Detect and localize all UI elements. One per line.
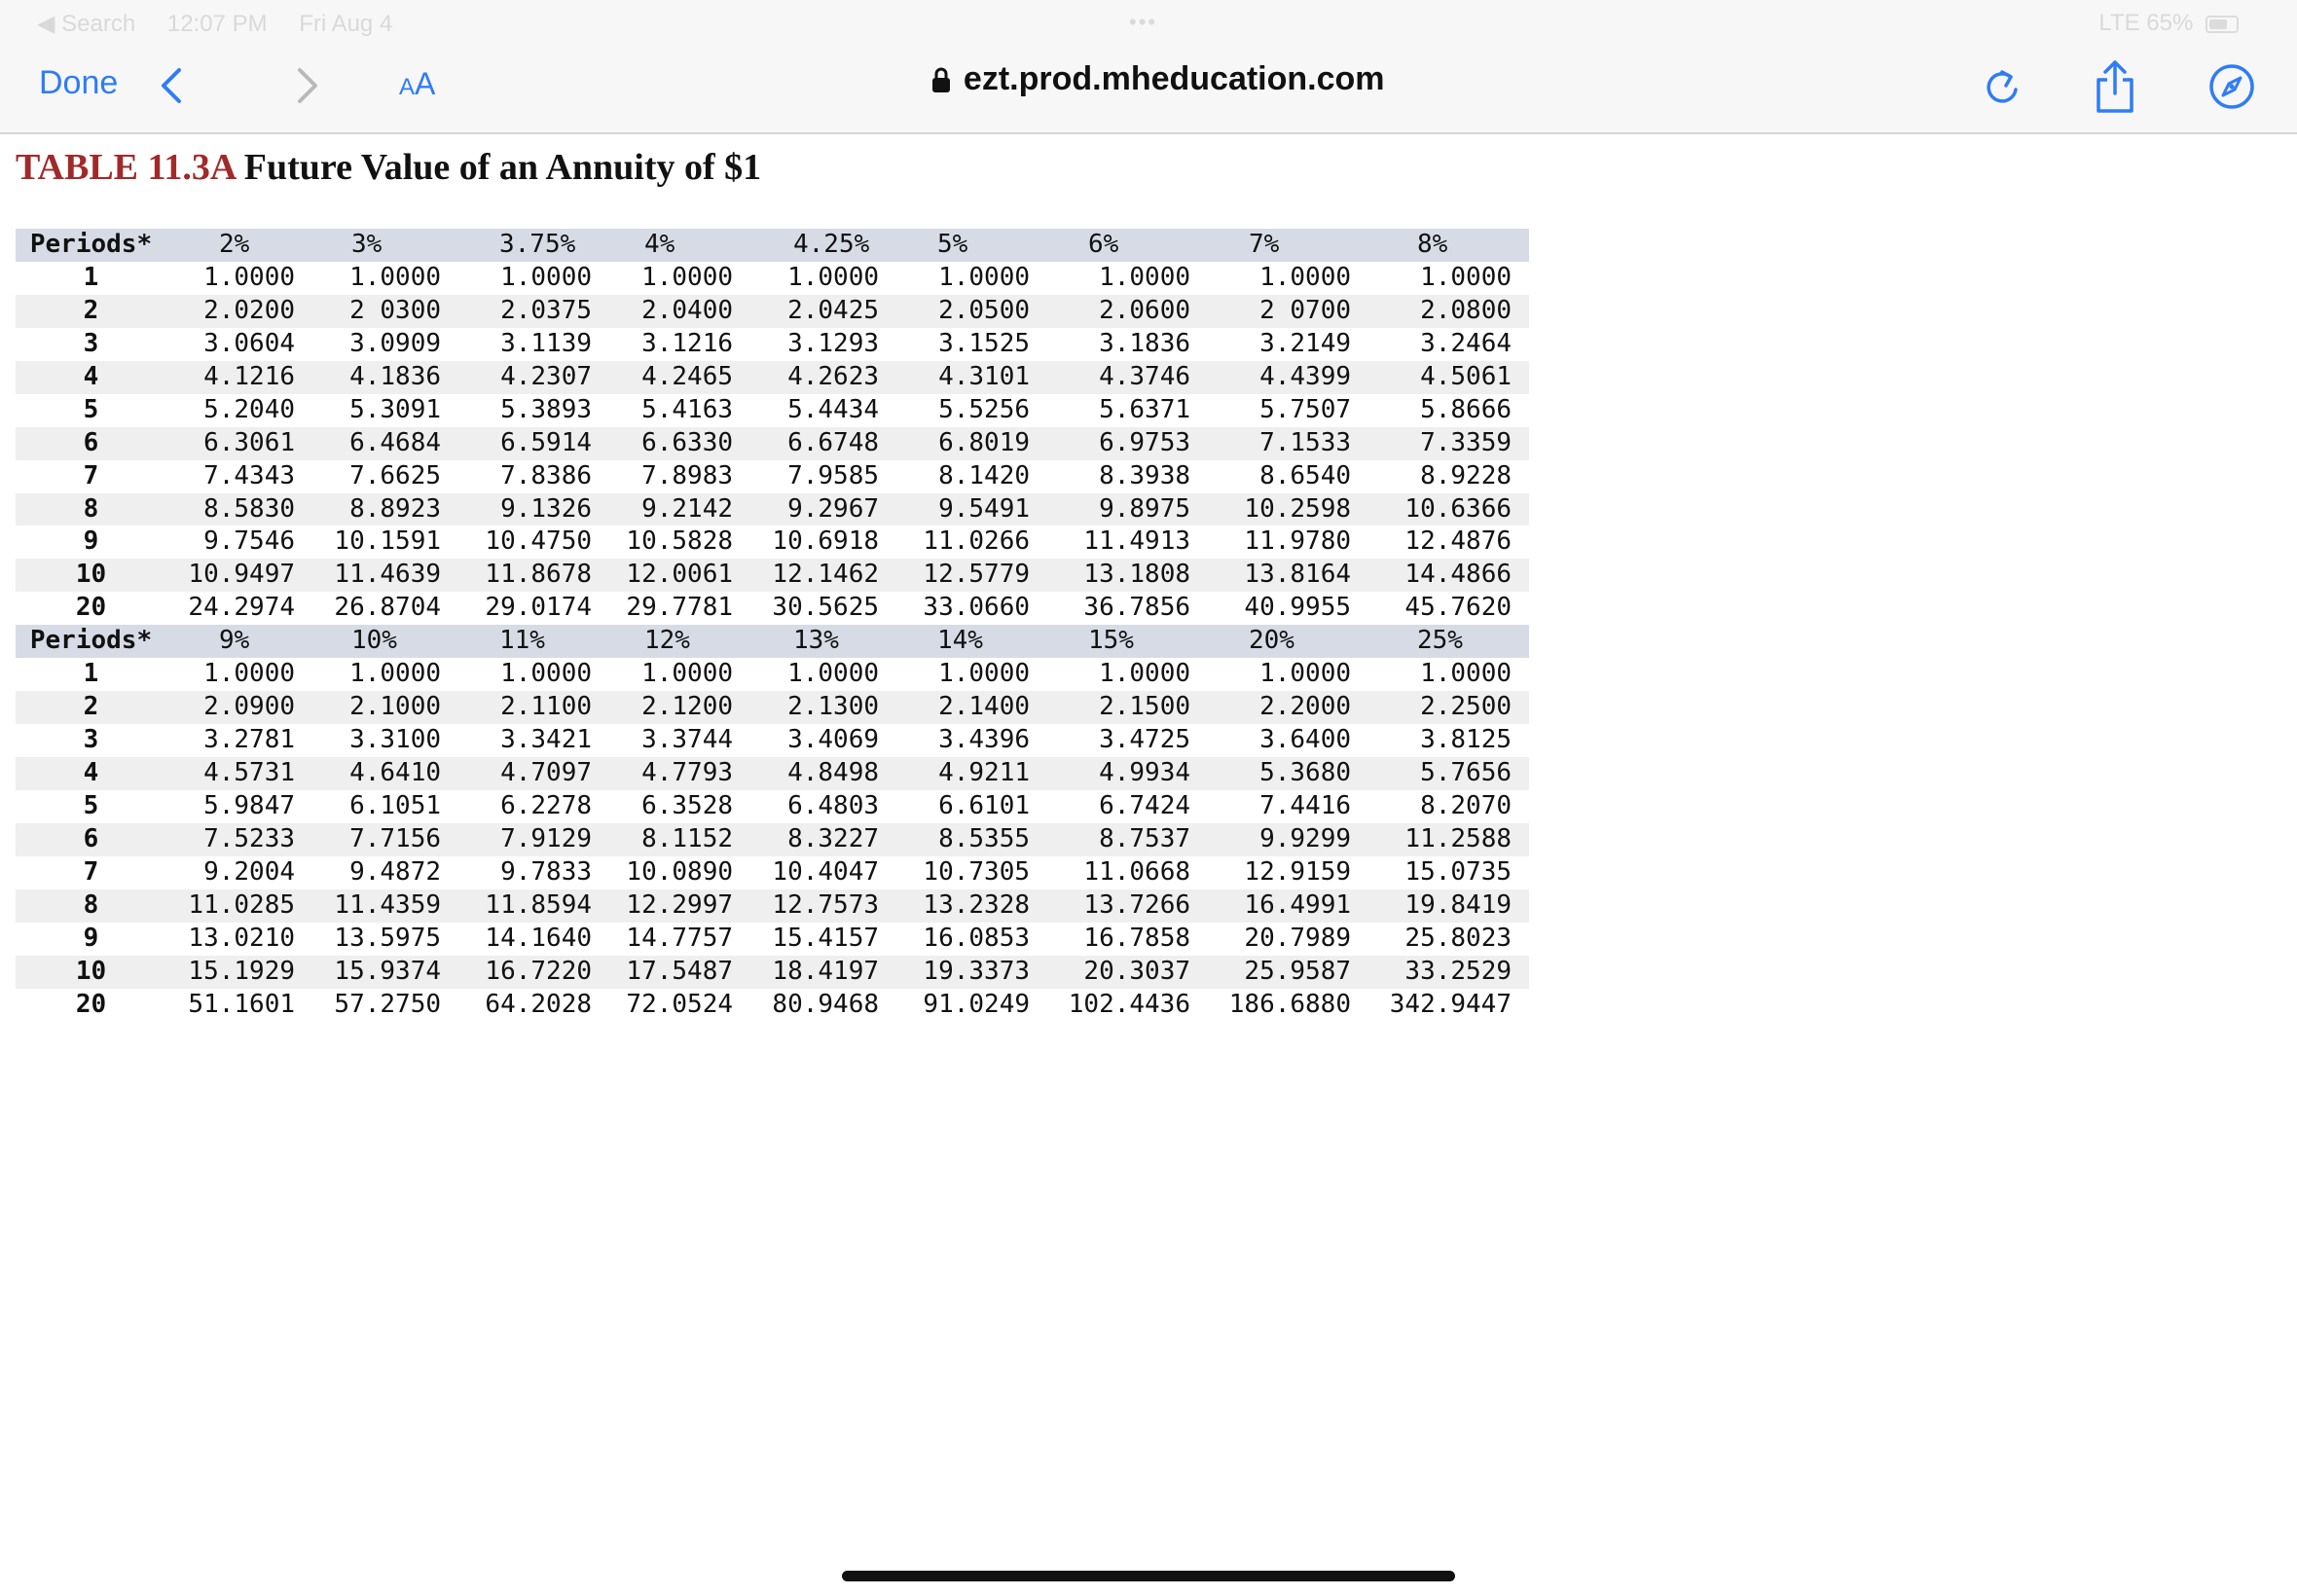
value-cell: 6.4684: [312, 427, 458, 460]
value-cell: 4.3101: [896, 361, 1047, 394]
reload-button[interactable]: [1982, 64, 2023, 109]
value-cell: 4.3746: [1047, 361, 1208, 394]
value-cell: 4.7793: [609, 757, 750, 790]
table-row: [16, 526, 1529, 559]
rate-header: 14%: [896, 625, 1047, 658]
value-cell: 2.1500: [1047, 691, 1208, 724]
value-cell: 14.1640: [485, 923, 592, 953]
value-cell: 1.0000: [938, 262, 1030, 292]
value-cell: 9.1326: [458, 493, 609, 526]
rate-header: 13%: [750, 625, 896, 658]
value-cell: 2.2500: [1368, 691, 1529, 724]
rate-header: 11%: [458, 625, 609, 658]
value-cell: 1.0000: [1420, 659, 1512, 689]
periods-header: Periods*: [16, 625, 166, 658]
value-cell: 1.0000: [641, 659, 733, 689]
value-cell: 6.2278: [500, 790, 592, 820]
value-cell: 3.2781: [203, 725, 295, 755]
value-cell: 11.0668: [1083, 856, 1190, 887]
value-cell: 17.5487: [609, 956, 750, 989]
table-row: [16, 559, 1529, 592]
value-cell: 12.5779: [896, 559, 1047, 592]
value-cell: 3.8125: [1420, 725, 1512, 755]
status-bar: [0, 0, 2297, 51]
value-cell: 3.1525: [938, 328, 1030, 358]
value-cell: 19.3373: [896, 956, 1047, 989]
value-cell: 1.0000: [349, 659, 441, 689]
value-cell: 5.7507: [1259, 394, 1351, 424]
value-cell: 9.8975: [1047, 493, 1208, 526]
value-cell: 8.1152: [609, 823, 750, 856]
value-cell: 5.2040: [203, 394, 295, 424]
value-cell: 5.3893: [500, 394, 592, 424]
value-cell: 45.7620: [1404, 593, 1512, 623]
value-cell: 33.0660: [923, 593, 1030, 623]
multitasking-dots[interactable]: •••: [1129, 10, 1158, 34]
compass-button[interactable]: [2207, 62, 2256, 111]
value-cell: 7.7156: [312, 823, 458, 856]
value-cell: 30.5625: [772, 593, 879, 623]
value-cell: 5.4163: [641, 394, 733, 424]
value-cell: 186.6880: [1228, 989, 1351, 1019]
value-cell: 11.4639: [312, 559, 458, 592]
value-cell: 1.0000: [349, 262, 441, 292]
value-cell: 6.1051: [349, 790, 441, 820]
value-cell: 3.0909: [349, 328, 441, 358]
period-cell: 1: [83, 659, 99, 689]
value-cell: 10.4047: [772, 856, 879, 887]
value-cell: 13.0210: [188, 923, 295, 953]
value-cell: 4.2623: [750, 361, 896, 394]
value-cell: 1.0000: [938, 659, 1030, 689]
period-cell: 7: [83, 856, 99, 887]
lock-icon: [931, 66, 951, 93]
value-cell: 7.4416: [1259, 790, 1351, 820]
table-row: [16, 658, 1529, 691]
value-cell: 4.9211: [896, 757, 1047, 790]
table-row: [16, 361, 1529, 394]
value-cell: 2.1200: [609, 691, 750, 724]
value-cell: 8.1420: [938, 460, 1030, 490]
reader-text-size-button[interactable]: [399, 66, 435, 102]
value-cell: 7.8386: [500, 460, 592, 490]
value-cell: 15.0735: [1404, 856, 1512, 887]
value-cell: 13.8164: [1208, 559, 1368, 592]
value-cell: 8.5830: [166, 493, 312, 526]
value-cell: 36.7856: [1083, 593, 1190, 623]
value-cell: 7.3359: [1368, 427, 1529, 460]
value-cell: 6.6101: [938, 790, 1030, 820]
value-cell: 4.6410: [312, 757, 458, 790]
value-cell: 16.7858: [1083, 923, 1190, 953]
value-cell: 2.0400: [609, 295, 750, 328]
value-cell: 7.9585: [787, 460, 879, 490]
signal-battery-text: LTE 65%: [2098, 10, 2194, 36]
value-cell: 7.6625: [349, 460, 441, 490]
period-cell: 4: [16, 757, 166, 790]
value-cell: 11.0266: [923, 526, 1030, 557]
value-cell: 9.7833: [500, 856, 592, 887]
annuity-table: [16, 229, 1529, 1022]
period-cell: 3: [83, 725, 99, 755]
back-button[interactable]: [156, 62, 187, 109]
rate-header: 3.75%: [458, 229, 609, 262]
value-cell: 16.0853: [923, 923, 1030, 953]
period-cell: 10: [16, 559, 166, 592]
value-cell: 4.2465: [609, 361, 750, 394]
value-cell: 3.3100: [349, 725, 441, 755]
value-cell: 4.8498: [750, 757, 896, 790]
value-cell: 4.1216: [166, 361, 312, 394]
table-row: [16, 691, 1529, 724]
table-title: [16, 146, 761, 189]
value-cell: 6.6330: [609, 427, 750, 460]
value-cell: 342.9447: [1389, 989, 1512, 1019]
value-cell: 2.1300: [750, 691, 896, 724]
table-row: [16, 328, 1529, 361]
value-cell: 2.2000: [1208, 691, 1368, 724]
value-cell: 2.0800: [1368, 295, 1529, 328]
value-cell: 2.0375: [458, 295, 609, 328]
value-cell: 2 0700: [1208, 295, 1368, 328]
value-cell: 1.0000: [203, 659, 295, 689]
rate-header: 12%: [609, 625, 750, 658]
value-cell: 3.4396: [938, 725, 1030, 755]
value-cell: 15.1929: [166, 956, 312, 989]
value-cell: 1.0000: [1099, 659, 1190, 689]
value-cell: 14.4866: [1368, 559, 1529, 592]
table-number: TABLE 11.3A: [16, 147, 236, 188]
value-cell: 3.3421: [500, 725, 592, 755]
value-cell: 2.0425: [750, 295, 896, 328]
value-cell: 4.1836: [312, 361, 458, 394]
rate-header: 7%: [1208, 229, 1368, 262]
rate-header: 15%: [1047, 625, 1208, 658]
value-cell: 40.9955: [1244, 593, 1351, 623]
status-date: Fri Aug 4: [299, 11, 393, 37]
value-cell: 64.2028: [485, 989, 592, 1019]
value-cell: 12.7573: [750, 889, 896, 923]
value-cell: 4.5061: [1368, 361, 1529, 394]
status-left: [37, 10, 418, 38]
period-cell: 6: [16, 823, 166, 856]
aa-small-glyph: A: [399, 74, 416, 100]
value-cell: 11.9780: [1244, 526, 1351, 557]
value-cell: 7.4343: [203, 460, 295, 490]
value-cell: 33.2529: [1368, 956, 1529, 989]
value-cell: 9.7546: [203, 526, 295, 557]
period-cell: 2: [16, 295, 166, 328]
value-cell: 6.9753: [1047, 427, 1208, 460]
value-cell: 6.5914: [458, 427, 609, 460]
value-cell: 10.5828: [626, 526, 733, 557]
value-cell: 6.6748: [750, 427, 896, 460]
period-cell: 7: [83, 460, 99, 490]
rate-header: 4.25%: [750, 229, 896, 262]
value-cell: 13.7266: [1047, 889, 1208, 923]
value-cell: 10.4750: [485, 526, 592, 557]
value-cell: 16.4991: [1208, 889, 1368, 923]
status-time: 12:07 PM: [166, 11, 268, 37]
value-cell: 10.2598: [1208, 493, 1368, 526]
value-cell: 7.5233: [166, 823, 312, 856]
value-cell: 24.2974: [188, 593, 295, 623]
value-cell: 1.0000: [1259, 262, 1351, 292]
battery-icon: [2206, 16, 2239, 33]
chevron-left-icon: [156, 62, 187, 109]
rate-header: 20%: [1208, 625, 1368, 658]
value-cell: 15.4157: [772, 923, 879, 953]
value-cell: 25.8023: [1404, 923, 1512, 953]
value-cell: 8.6540: [1259, 460, 1351, 490]
value-cell: 20.7989: [1244, 923, 1351, 953]
period-cell: 9: [83, 526, 99, 557]
value-cell: 2.1100: [458, 691, 609, 724]
value-cell: 12.0061: [609, 559, 750, 592]
value-cell: 3.1216: [641, 328, 733, 358]
value-cell: 20.3037: [1047, 956, 1208, 989]
value-cell: 3.4069: [787, 725, 879, 755]
value-cell: 13.2328: [896, 889, 1047, 923]
browser-toolbar: [0, 51, 2297, 134]
period-cell: 10: [16, 956, 166, 989]
table-row: [16, 823, 1529, 856]
value-cell: 19.8419: [1368, 889, 1529, 923]
value-cell: 2.1400: [896, 691, 1047, 724]
rate-header: 3%: [312, 229, 458, 262]
value-cell: 11.4913: [1083, 526, 1190, 557]
value-cell: 8.3227: [750, 823, 896, 856]
value-cell: 2.0900: [166, 691, 312, 724]
share-icon: [2093, 58, 2137, 115]
period-cell: 3: [83, 328, 99, 358]
table-header-row: [16, 625, 1529, 658]
share-button[interactable]: [2093, 58, 2137, 115]
value-cell: 26.8704: [334, 593, 441, 623]
period-cell: 8: [16, 493, 166, 526]
value-cell: 8.5355: [896, 823, 1047, 856]
period-cell: 2: [16, 691, 166, 724]
value-cell: 4.2307: [458, 361, 609, 394]
value-cell: 8.7537: [1047, 823, 1208, 856]
rate-header: 10%: [312, 625, 458, 658]
value-cell: 13.1808: [1047, 559, 1208, 592]
value-cell: 12.9159: [1244, 856, 1351, 887]
value-cell: 7.1533: [1208, 427, 1368, 460]
value-cell: 102.4436: [1068, 989, 1190, 1019]
value-cell: 3.1293: [787, 328, 879, 358]
value-cell: 5.4434: [787, 394, 879, 424]
value-cell: 14.7757: [626, 923, 733, 953]
value-cell: 6.8019: [896, 427, 1047, 460]
period-cell: 4: [16, 361, 166, 394]
table-row: [16, 592, 1529, 625]
value-cell: 6.4803: [787, 790, 879, 820]
value-cell: 1.0000: [1099, 262, 1190, 292]
rate-header: 9%: [166, 625, 312, 658]
value-cell: 11.2588: [1368, 823, 1529, 856]
table-row: [16, 790, 1529, 823]
value-cell: 9.2004: [203, 856, 295, 887]
value-cell: 1.0000: [1259, 659, 1351, 689]
period-cell: 8: [16, 889, 166, 923]
table-row: [16, 724, 1529, 757]
value-cell: 1.0000: [641, 262, 733, 292]
table-row: [16, 262, 1529, 295]
table-row: [16, 295, 1529, 328]
value-cell: 5.5256: [938, 394, 1030, 424]
value-cell: 8.3938: [1099, 460, 1190, 490]
value-cell: 11.8594: [458, 889, 609, 923]
rate-header: 6%: [1047, 229, 1208, 262]
value-cell: 4.9934: [1047, 757, 1208, 790]
value-cell: 8.9228: [1420, 460, 1512, 490]
value-cell: 10.6366: [1368, 493, 1529, 526]
value-cell: 11.8678: [458, 559, 609, 592]
value-cell: 12.4876: [1404, 526, 1512, 557]
rate-header: 5%: [896, 229, 1047, 262]
value-cell: 6.7424: [1099, 790, 1190, 820]
value-cell: 1.0000: [787, 659, 879, 689]
url-text: ezt.prod.mheducation.com: [963, 60, 1385, 97]
value-cell: 3.2464: [1420, 328, 1512, 358]
value-cell: 3.6400: [1259, 725, 1351, 755]
value-cell: 3.0604: [203, 328, 295, 358]
value-cell: 5.6371: [1099, 394, 1190, 424]
home-indicator: [842, 1571, 1455, 1581]
table-row: [16, 394, 1529, 427]
value-cell: 1.0000: [203, 262, 295, 292]
value-cell: 3.2149: [1259, 328, 1351, 358]
address-bar[interactable]: [915, 60, 1402, 113]
value-cell: 1.0000: [500, 659, 592, 689]
value-cell: 5.9847: [203, 790, 295, 820]
value-cell: 5.3680: [1208, 757, 1368, 790]
table-row: [16, 889, 1529, 923]
value-cell: 13.5975: [334, 923, 441, 953]
reload-icon: [1982, 64, 2023, 109]
value-cell: 3.1836: [1099, 328, 1190, 358]
value-cell: 9.5491: [896, 493, 1047, 526]
value-cell: 8.2070: [1420, 790, 1512, 820]
value-cell: 9.2142: [609, 493, 750, 526]
aa-large-glyph: A: [415, 66, 436, 101]
value-cell: 5.7656: [1368, 757, 1529, 790]
value-cell: 11.0285: [166, 889, 312, 923]
value-cell: 3.3744: [641, 725, 733, 755]
value-cell: 1.0000: [500, 262, 592, 292]
value-cell: 4.5731: [166, 757, 312, 790]
table-row: [16, 989, 1529, 1022]
value-cell: 10.1591: [334, 526, 441, 557]
value-cell: 2.0500: [896, 295, 1047, 328]
value-cell: 1.0000: [787, 262, 879, 292]
value-cell: 51.1601: [188, 989, 295, 1019]
period-cell: 5: [83, 394, 99, 424]
compass-icon: [2207, 62, 2256, 111]
value-cell: 2.0600: [1047, 295, 1208, 328]
value-cell: 29.0174: [485, 593, 592, 623]
value-cell: 5.8666: [1420, 394, 1512, 424]
value-cell: 3.4725: [1099, 725, 1190, 755]
forward-button[interactable]: [292, 62, 323, 109]
period-cell: 1: [83, 262, 99, 292]
value-cell: 2.1000: [312, 691, 458, 724]
table-row: [16, 956, 1529, 989]
value-cell: 72.0524: [626, 989, 733, 1019]
value-cell: 7.8983: [641, 460, 733, 490]
value-cell: 10.6918: [772, 526, 879, 557]
table-row: [16, 856, 1529, 889]
value-cell: 9.9299: [1208, 823, 1368, 856]
value-cell: 29.7781: [626, 593, 733, 623]
table-row: [16, 757, 1529, 790]
value-cell: 15.9374: [312, 956, 458, 989]
table-row: [16, 923, 1529, 956]
rate-header: 2%: [166, 229, 312, 262]
period-cell: 5: [83, 790, 99, 820]
value-cell: 10.9497: [166, 559, 312, 592]
value-cell: 8.8923: [312, 493, 458, 526]
period-cell: 6: [16, 427, 166, 460]
status-right: [2098, 10, 2239, 37]
rate-header: 8%: [1368, 229, 1529, 262]
value-cell: 57.2750: [334, 989, 441, 1019]
value-cell: 1.0000: [1420, 262, 1512, 292]
value-cell: 11.4359: [312, 889, 458, 923]
value-cell: 18.4197: [750, 956, 896, 989]
value-cell: 16.7220: [458, 956, 609, 989]
value-cell: 10.7305: [923, 856, 1030, 887]
value-cell: 10.0890: [626, 856, 733, 887]
table-row: [16, 493, 1529, 526]
value-cell: 9.2967: [750, 493, 896, 526]
period-cell: 9: [83, 923, 99, 953]
value-cell: 2.0200: [166, 295, 312, 328]
value-cell: 5.3091: [349, 394, 441, 424]
value-cell: 12.2997: [609, 889, 750, 923]
value-cell: 4.4399: [1208, 361, 1368, 394]
table-header-row: [16, 229, 1529, 262]
value-cell: 7.9129: [458, 823, 609, 856]
value-cell: 12.1462: [750, 559, 896, 592]
value-cell: 6.3528: [641, 790, 733, 820]
value-cell: 4.7097: [458, 757, 609, 790]
done-button[interactable]: Done: [39, 64, 119, 101]
value-cell: 91.0249: [923, 989, 1030, 1019]
value-cell: 6.3061: [166, 427, 312, 460]
table-row: [16, 460, 1529, 493]
value-cell: 80.9468: [772, 989, 879, 1019]
back-to-app-link[interactable]: ◀ Search: [37, 11, 136, 37]
periods-header: Periods*: [16, 229, 166, 262]
table-caption: Future Value of an Annuity of $1: [243, 147, 762, 188]
period-cell: 20: [75, 989, 107, 1019]
rate-header: 4%: [609, 229, 750, 262]
chevron-right-icon: [292, 62, 323, 109]
value-cell: 25.9587: [1208, 956, 1368, 989]
value-cell: 2 0300: [312, 295, 458, 328]
table-row: [16, 427, 1529, 460]
rate-header: 25%: [1368, 625, 1529, 658]
value-cell: 3.1139: [500, 328, 592, 358]
period-cell: 20: [75, 593, 107, 623]
value-cell: 9.4872: [349, 856, 441, 887]
